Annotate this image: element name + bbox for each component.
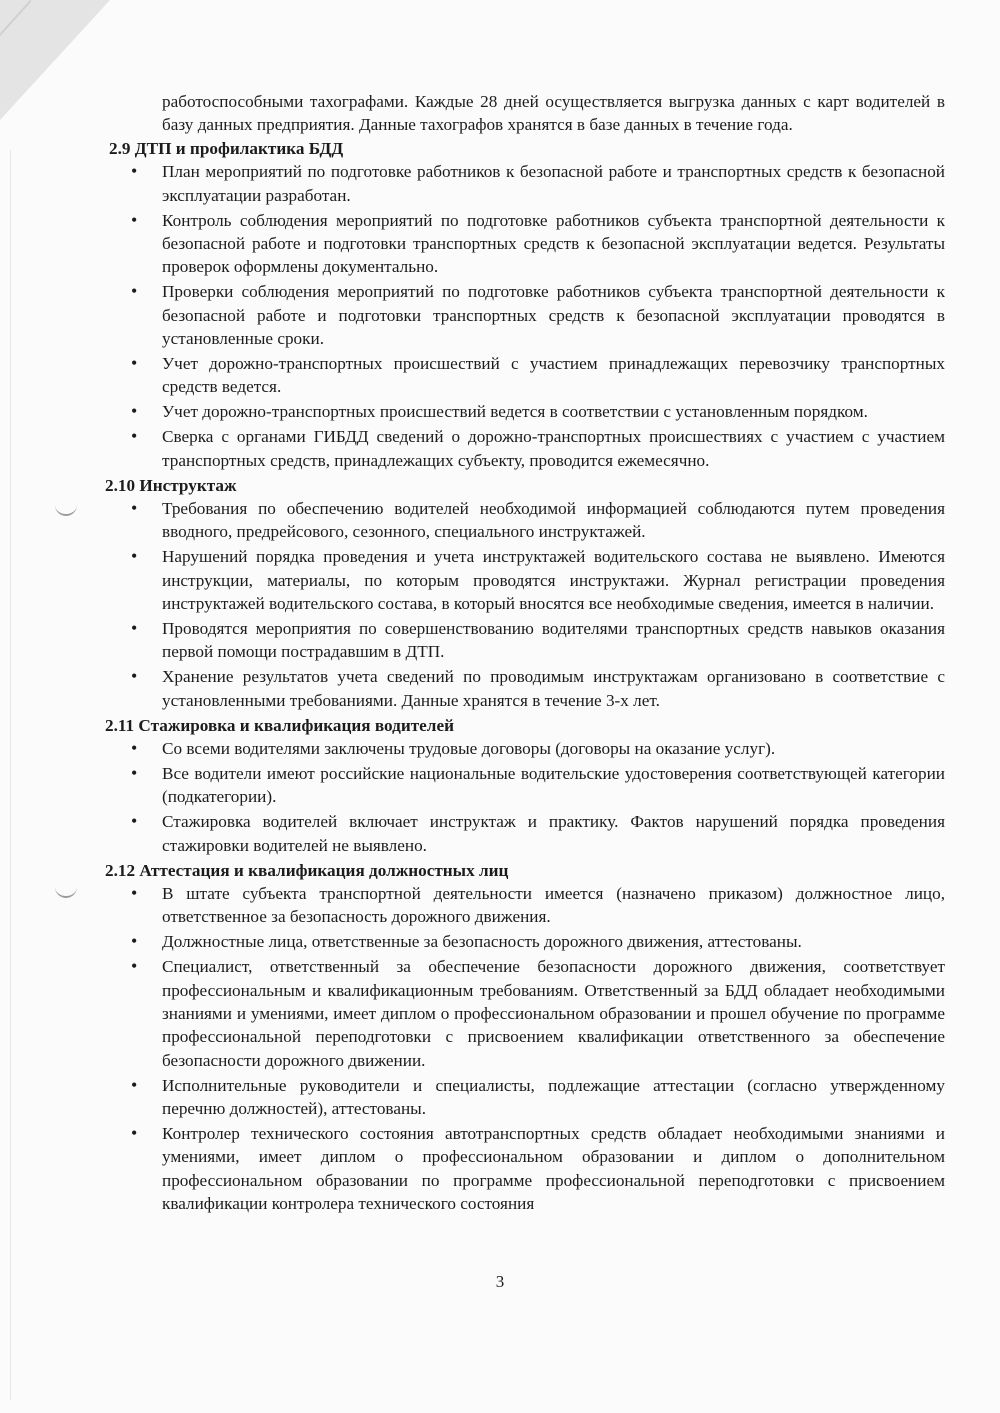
section-heading: 2.9 ДТП и профилактика БДД	[109, 138, 344, 158]
list-item: • Учет дорожно-транспортных происшествий ведется в соответствии с установленным порядком.	[105, 400, 945, 423]
list-item: • Специалист, ответственный за обеспечение безопасности дорожного движения, соответствует профессиональным и квалификационным требованиям. Ответственный за БДД обладает необходимыми знаниями и умениями, имеет диплом о профессиональном образовании и прошел обучение по программе профессиональной переподготовки с присвоением квалификации ответственного за обеспечение безопасности дорожного движении.	[105, 955, 945, 1072]
bullet-list	[105, 497, 945, 712]
section-heading: 2.12 Аттестация и квалификация должностных лиц	[105, 860, 509, 880]
list-item: • Стажировка водителей включает инструктаж и практику. Фактов нарушений порядка проведения стажировки водителей не выявлено.	[105, 810, 945, 857]
punch-hole-mark	[55, 880, 77, 898]
list-item: • Учет дорожно-транспортных происшествий с участием принадлежащих перевозчику транспортных средств ведется.	[105, 352, 945, 399]
list-item: • Контроль соблюдения мероприятий по подготовке работников субъекта транспортной деятельности к безопасной работе и подготовки транспортных средств к безопасной эксплуатации ведется. Результаты проверок оформлены документально.	[105, 209, 945, 279]
list-item: • Должностные лица, ответственные за безопасность дорожного движения, аттестованы.	[105, 930, 945, 953]
section-2-10	[105, 474, 945, 713]
list-item: • Все водители имеют российские национальные водительские удостоверения соответствующей категории (подкатегории).	[105, 762, 945, 809]
list-item: • Сверка с органами ГИБДД сведений о дорожно-транспортных происшествиях с участием с участием транспортных средств, принадлежащих субъекту, проводится ежемесячно.	[105, 425, 945, 472]
list-item: • Хранение результатов учета сведений по проводимым инструктажам организовано в соответствие с установленными требованиями. Данные хранятся в течение 3-х лет.	[105, 665, 945, 712]
section-2-12	[105, 859, 945, 1216]
section-heading: 2.11 Стажировка и квалификация водителей	[105, 715, 454, 735]
list-item: • План мероприятий по подготовке работников к безопасной работе и транспортных средств к безопасной эксплуатации разработан.	[105, 160, 945, 207]
list-item: • В штате субъекта транспортной деятельности имеется (назначено приказом) должностное лицо, ответственное за безопасность дорожного движения.	[105, 882, 945, 929]
list-item: • Контролер технического состояния автотранспортных средств обладает необходимыми знаниями и умениями, имеет диплом о профессиональном образовании и диплом о дополнительном профессиональном образовании по программе профессиональной переподготовки с присвоением квалификации контролера технического состояния	[105, 1122, 945, 1216]
bullet-list	[105, 882, 945, 1216]
bullet-list	[105, 160, 945, 472]
page-number: 3	[495, 1272, 505, 1291]
list-item: • Нарушений порядка проведения и учета инструктажей водительского состава не выявлено. Имеются инструкции, материалы, по которым проводятся инструктажи. Журнал регистрации проведения инструктажей водительского состава, в который вносятся все необходимые сведения, имеется в наличии.	[105, 545, 945, 615]
folded-corner	[0, 0, 110, 120]
list-item: • Проверки соблюдения мероприятий по подготовке работников субъекта транспортной деятельности к безопасной работе и подготовки транспортных средств к безопасной эксплуатации проводятся в установленные сроки.	[105, 280, 945, 350]
section-heading: 2.10 Инструктаж	[105, 475, 237, 495]
list-item: • Требования по обеспечению водителей необходимой информацией соблюдаются путем проведения вводного, предрейсового, сезонного, специального инструктажей.	[105, 497, 945, 544]
section-2-11	[105, 714, 945, 857]
punch-hole-mark	[55, 498, 77, 516]
scan-edge-line	[10, 150, 11, 1400]
bullet-list	[105, 737, 945, 857]
list-item: • Со всеми водителями заключены трудовые договоры (договоры на оказание услуг).	[105, 737, 945, 760]
list-item: • Проводятся мероприятия по совершенствованию водителями транспортных средств навыков оказания первой помощи пострадавшим в ДТП.	[105, 617, 945, 664]
section-2-9	[105, 137, 945, 472]
continued-paragraph: работоспособными тахографами. Каждые 28 дней осуществляется выгрузка данных с карт водителей в базу данных предприятия. Данные тахографов хранятся в базе данных в течение года.	[162, 92, 945, 135]
document-page	[105, 90, 945, 1217]
list-item: • Исполнительные руководители и специалисты, подлежащие аттестации (согласно утвержденному перечню должностей), аттестованы.	[105, 1074, 945, 1121]
